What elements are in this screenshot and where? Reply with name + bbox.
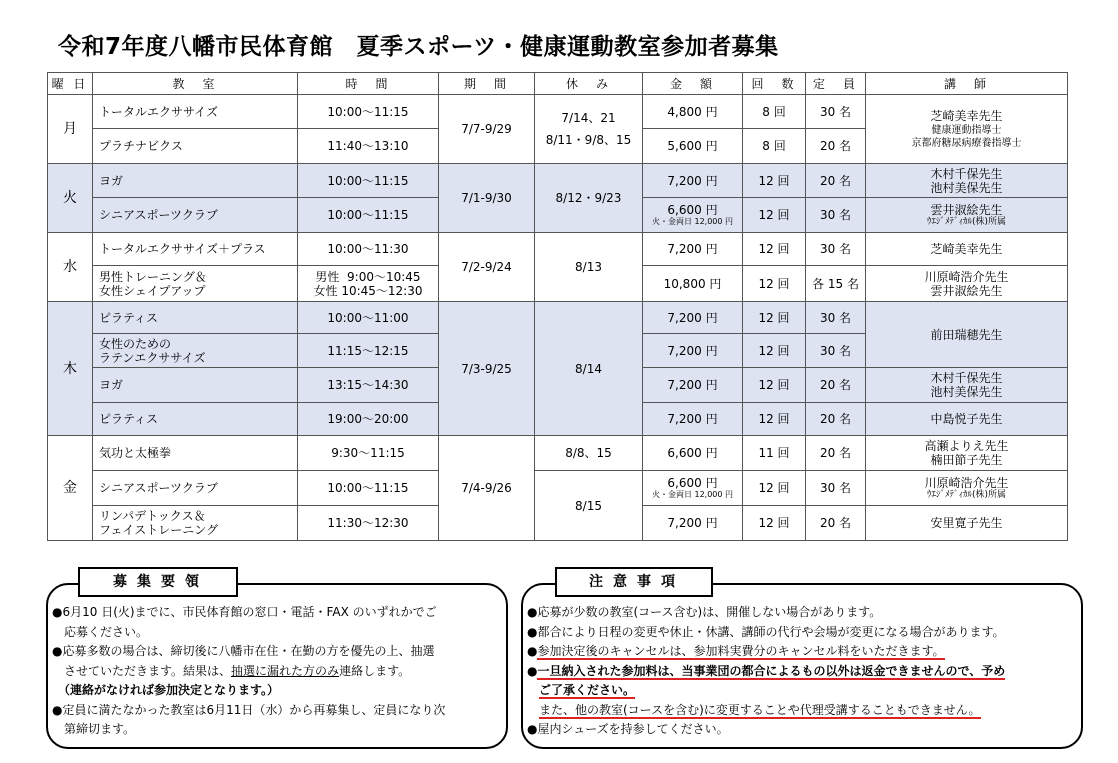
fee-main: 6,600 円: [667, 203, 718, 217]
time-cell: 19:00～20:00: [298, 403, 439, 436]
instructor-name: 楠田節子先生: [930, 453, 1003, 467]
period-cell: 7/1-9/30: [439, 164, 535, 233]
count-cell: 8 回: [743, 95, 806, 129]
note-line: [527, 681, 1075, 701]
instructor-cell: [866, 266, 1068, 302]
capacity-cell: 30 名: [806, 471, 866, 506]
instructor-note: 健康運動指導士: [931, 125, 1002, 136]
rest-cell: 8/12・9/23: [535, 164, 643, 233]
class-line: フェイストレーニング: [99, 523, 219, 537]
count-cell: 12 回: [743, 334, 806, 368]
class-cell: トータルエクササイズ＋プラス: [93, 233, 298, 266]
period-cell: 7/7-9/29: [439, 95, 535, 164]
note-bold: 一旦納入された参加料は、当事業団の都合によるもの以外は返金できませんので、予め: [537, 663, 1006, 678]
time-cell: [298, 266, 439, 302]
count-cell: 12 回: [743, 164, 806, 198]
instructor-name: 雲井淑絵先生: [930, 203, 1003, 217]
instructor-cell: 芝崎美幸先生: [866, 233, 1068, 266]
count-cell: 12 回: [743, 266, 806, 302]
table-row: [48, 233, 1068, 266]
header-class: 教 室: [93, 73, 298, 95]
fee-cell: 5,600 円: [643, 129, 743, 164]
note-line: ●屋内シューズを持参してください。: [527, 722, 729, 736]
recruitment-notes: [52, 603, 500, 740]
capacity-cell: 30 名: [806, 334, 866, 368]
class-cell: [93, 266, 298, 302]
time-cell: 10:00～11:15: [298, 95, 439, 129]
note-bold: ご了承ください。: [539, 683, 636, 697]
instructor-cell: 前田瑞穂先生: [866, 302, 1068, 368]
class-cell: ピラティス: [93, 302, 298, 334]
instructor-cell: [866, 368, 1068, 403]
fee-cell: 7,200 円: [643, 334, 743, 368]
schedule-table: [47, 72, 1068, 541]
day-cell: 火: [48, 164, 93, 233]
time-cell: 13:15～14:30: [298, 368, 439, 403]
class-line: 男性トレーニング＆: [99, 269, 207, 284]
count-cell: 12 回: [743, 368, 806, 403]
bullet: ●: [527, 644, 538, 658]
fee-cell: 10,800 円: [643, 266, 743, 302]
class-line: ラテンエクササイズ: [99, 350, 206, 365]
note-line: 応募ください。: [64, 624, 149, 639]
class-cell: [93, 506, 298, 541]
note-emphasis: 抽選に漏れた方のみ: [231, 663, 340, 678]
count-cell: 12 回: [743, 233, 806, 266]
note-line: [527, 642, 1075, 662]
header-period: 期 間: [439, 73, 535, 95]
fee-note: 火・金両日 12,000 円: [651, 217, 734, 226]
header-time: 時 間: [298, 73, 439, 95]
fee-cell: [643, 198, 743, 233]
capacity-cell: 20 名: [806, 368, 866, 403]
capacity-cell: 20 名: [806, 164, 866, 198]
rest-line: 7/14、21: [561, 111, 616, 125]
time-cell: 9:30～11:15: [298, 436, 439, 471]
fee-cell: 7,200 円: [643, 164, 743, 198]
instructor-name: 川原崎浩介先生: [924, 476, 1009, 490]
rest-cell: 8/8、15: [535, 436, 643, 471]
header-fee: 金 額: [643, 73, 743, 95]
cautions-notes: [527, 603, 1075, 740]
note-line: ●応募が少数の教室(コース含む)は、開催しない場合があります。: [527, 605, 882, 619]
count-cell: 12 回: [743, 506, 806, 541]
note-bold: （連絡がなければ参加決定となります。）: [58, 683, 280, 697]
instructor-name: 木村千保先生: [930, 166, 1003, 181]
header-rest: 休 み: [535, 73, 643, 95]
period-cell: 7/4-9/26: [439, 436, 535, 541]
note-text: させていただきます。結果は、: [64, 663, 232, 678]
instructor-note: 京都府糖尿病療養指導士: [911, 138, 1022, 149]
instructor-cell: 安里寛子先生: [866, 506, 1068, 541]
time-cell: 10:00～11:15: [298, 471, 439, 506]
bullet: ●: [527, 663, 538, 678]
table-header-row: [48, 73, 1068, 95]
instructor-name: 雲井淑絵先生: [930, 283, 1003, 298]
table-row: [48, 471, 1068, 506]
table-row: [48, 436, 1068, 471]
instructor-cell: [866, 95, 1068, 164]
instructor-name: 木村千保先生: [930, 371, 1003, 385]
day-cell: 水: [48, 233, 93, 302]
instructor-note: ｳｴｼﾞﾒﾃﾞｨｶﾙ(株)所属: [926, 217, 1007, 227]
time-cell: 11:40～13:10: [298, 129, 439, 164]
recruitment-label: 募集要領: [78, 567, 238, 597]
time-cell: 11:15～12:15: [298, 334, 439, 368]
capacity-cell: 30 名: [806, 302, 866, 334]
time-cell: 10:00～11:00: [298, 302, 439, 334]
note-emphasis: 参加決定後のキャンセルは、参加料実費分のキャンセル料をいただきます。: [537, 644, 945, 658]
cautions-box: [521, 574, 1083, 749]
day-cell: 金: [48, 436, 93, 541]
instructor-cell: [866, 436, 1068, 471]
time-cell: 10:00～11:15: [298, 198, 439, 233]
fee-cell: 7,200 円: [643, 368, 743, 403]
time-cell: 11:30～12:30: [298, 506, 439, 541]
rest-cell: [535, 95, 643, 164]
capacity-cell: 20 名: [806, 506, 866, 541]
count-cell: 12 回: [743, 403, 806, 436]
count-cell: 8 回: [743, 129, 806, 164]
rest-cell: 8/14: [535, 302, 643, 436]
capacity-cell: 20 名: [806, 436, 866, 471]
fee-cell: 4,800 円: [643, 95, 743, 129]
capacity-cell: 30 名: [806, 198, 866, 233]
day-cell: 木: [48, 302, 93, 436]
instructor-name: 川原崎浩介先生: [924, 269, 1009, 284]
time-cell: 10:00～11:15: [298, 164, 439, 198]
class-line: 女性シェイプアップ: [99, 283, 206, 298]
capacity-cell: 各 15 名: [806, 266, 866, 302]
fee-cell: 7,200 円: [643, 403, 743, 436]
rest-line: 8/11・9/8、15: [545, 133, 632, 147]
class-line: リンパデトックス＆: [99, 509, 206, 523]
note-line: 第締切ます。: [64, 722, 136, 736]
rest-cell: 8/15: [535, 471, 643, 541]
rest-cell: 8/13: [535, 233, 643, 302]
note-text: 連絡します。: [339, 663, 411, 678]
header-day: 曜 日: [48, 73, 93, 95]
table-row: [48, 164, 1068, 198]
instructor-cell: [866, 164, 1068, 198]
instructor-cell: [866, 198, 1068, 233]
cautions-label: 注意事項: [555, 567, 713, 597]
table-row: [48, 302, 1068, 334]
capacity-cell: 30 名: [806, 95, 866, 129]
instructor-cell: [866, 471, 1068, 506]
class-cell: プラチナビクス: [93, 129, 298, 164]
fee-cell: [643, 471, 743, 506]
page-title: 令和7年度八幡市民体育館 夏季スポーツ・健康運動教室参加者募集: [58, 34, 779, 60]
count-cell: 12 回: [743, 198, 806, 233]
time-cell: 10:00～11:30: [298, 233, 439, 266]
instructor-name: 池村美保先生: [930, 385, 1003, 399]
period-cell: 7/3-9/25: [439, 302, 535, 436]
note-line: [52, 681, 500, 701]
count-cell: 12 回: [743, 302, 806, 334]
count-cell: 11 回: [743, 436, 806, 471]
instructor-note: ｳｴｼﾞﾒﾃﾞｨｶﾙ(株)所属: [926, 490, 1007, 500]
fee-note: 火・金両日 12,000 円: [651, 490, 734, 499]
instructor-cell: 中島悦子先生: [866, 403, 1068, 436]
time-line: 男性 9:00～10:45: [315, 269, 421, 284]
note-emphasis: また、他の教室(コースを含む)に変更することや代理受講することもできません。: [539, 702, 981, 717]
class-cell: ヨガ: [93, 368, 298, 403]
header-instructor: 講 師: [866, 73, 1068, 95]
class-line: 女性のための: [99, 336, 172, 351]
class-cell: シニアスポーツクラブ: [93, 198, 298, 233]
class-cell: トータルエクササイズ: [93, 95, 298, 129]
capacity-cell: 20 名: [806, 403, 866, 436]
capacity-cell: 20 名: [806, 129, 866, 164]
note-line: ●6月10 日(火)までに、市民体育館の窓口・電話・FAX のいずれかでご: [52, 605, 437, 619]
note-line: ●都合により日程の変更や休止・休講、講師の代行や会場が変更になる場合があります。: [527, 624, 1005, 639]
class-cell: シニアスポーツクラブ: [93, 471, 298, 506]
header-count: 回 数: [743, 73, 806, 95]
day-cell: 月: [48, 95, 93, 164]
instructor-name: 池村美保先生: [930, 180, 1003, 195]
class-cell: [93, 334, 298, 368]
fee-main: 6,600 円: [667, 476, 718, 490]
fee-cell: 7,200 円: [643, 302, 743, 334]
table-row: [48, 95, 1068, 129]
instructor-name: 高瀬よりえ先生: [924, 439, 1009, 453]
class-cell: ヨガ: [93, 164, 298, 198]
time-line: 女性 10:45～12:30: [313, 283, 423, 298]
note-line: ●定員に満たなかった教室は6月11日（水）から再募集し、定員になり次: [52, 702, 446, 717]
note-line: [527, 701, 1075, 721]
fee-cell: 7,200 円: [643, 506, 743, 541]
class-cell: ピラティス: [93, 403, 298, 436]
note-line: [527, 662, 1075, 682]
fee-cell: 7,200 円: [643, 233, 743, 266]
note-line: [52, 662, 500, 682]
capacity-cell: 30 名: [806, 233, 866, 266]
count-cell: 12 回: [743, 471, 806, 506]
period-cell: 7/2-9/24: [439, 233, 535, 302]
class-cell: 気功と太極拳: [93, 436, 298, 471]
recruitment-box: [46, 574, 508, 749]
note-line: ●応募多数の場合は、締切後に八幡市在住・在勤の方を優先の上、抽選: [52, 644, 435, 658]
fee-cell: 6,600 円: [643, 436, 743, 471]
header-capacity: 定 員: [806, 73, 866, 95]
instructor-name: 芝崎美幸先生: [930, 109, 1003, 123]
